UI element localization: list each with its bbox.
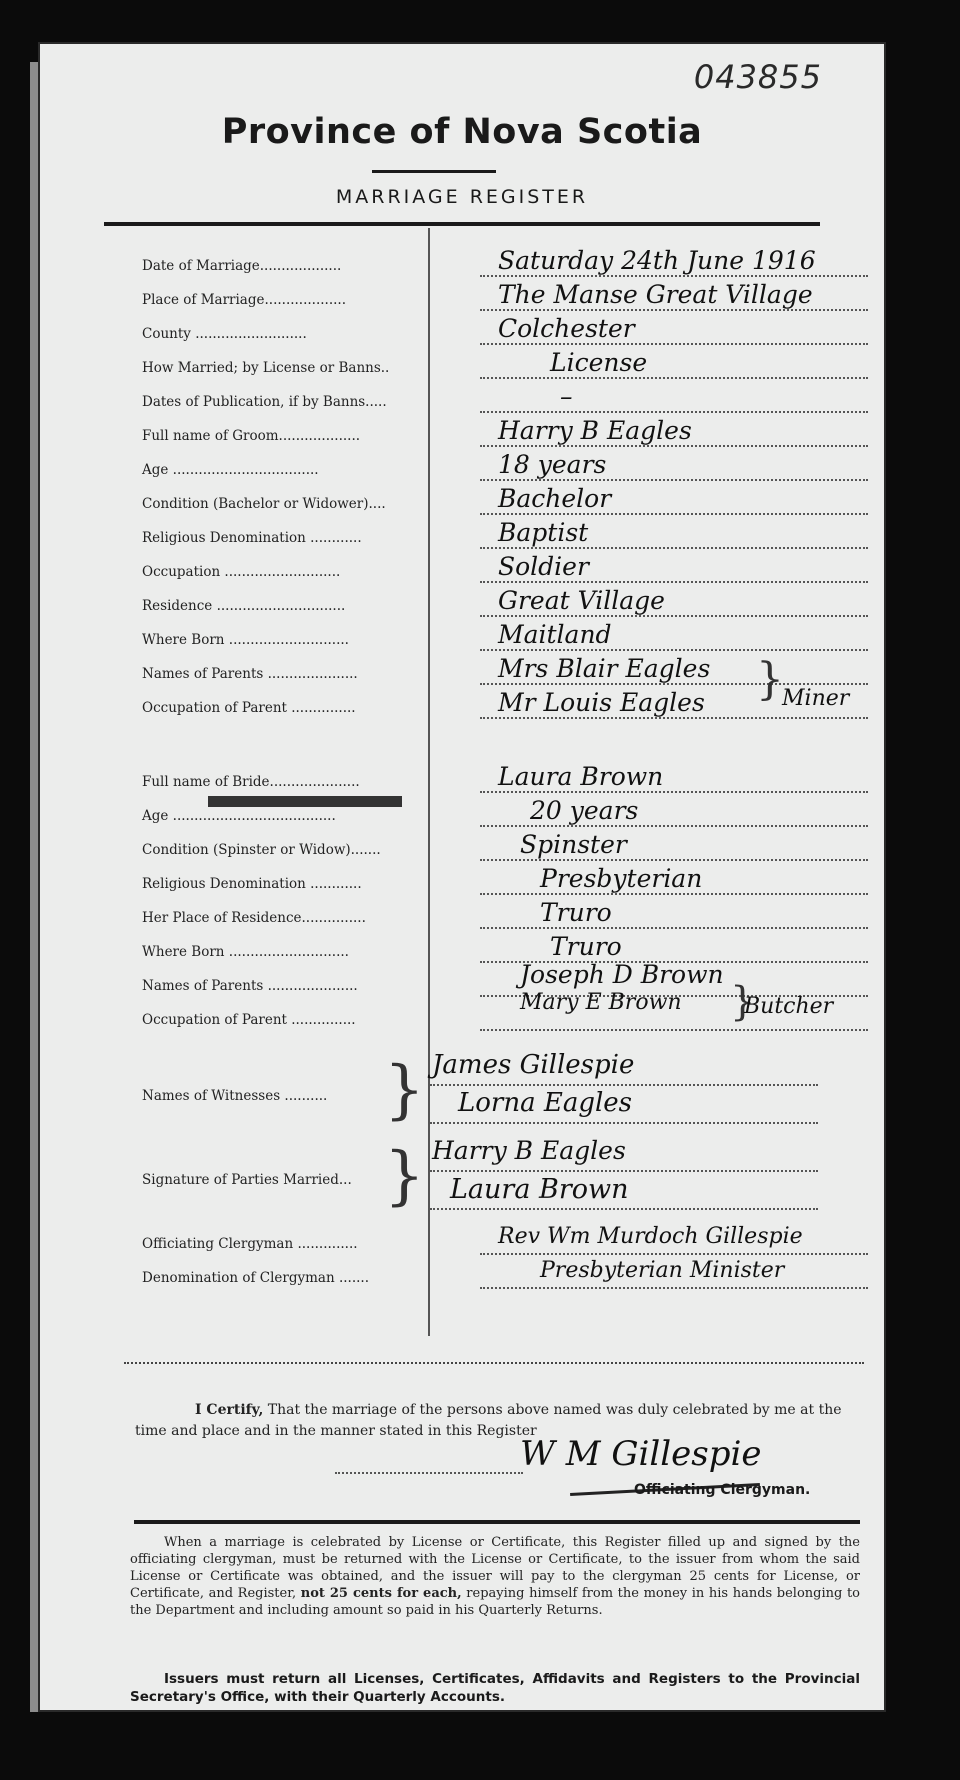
field-value: Great Village — [498, 586, 665, 615]
field-value: Joseph D Brown — [520, 960, 724, 989]
row-bride-birthplace — [90, 932, 840, 966]
row-groom-parent-occupation — [90, 688, 840, 722]
field-value: 18 years — [498, 450, 607, 479]
signature-bride: Laura Brown — [450, 1174, 629, 1205]
field-value: Presbyterian Minister — [540, 1258, 785, 1283]
register-form — [40, 44, 884, 1710]
page-subtitle: MARRIAGE REGISTER — [335, 186, 589, 208]
bride-parent-note: Butcher — [744, 994, 834, 1019]
certify-body: That the marriage of the persons above named was duly celebrated by me at the time and place and in the manner stated in this Register — [135, 1402, 842, 1439]
row-bride-religion — [90, 864, 840, 898]
page-title: Province of Nova Scotia — [221, 112, 703, 152]
field-label: Age .................................. — [142, 462, 319, 478]
field-value: 20 years — [530, 796, 639, 825]
row-bride-age — [90, 796, 840, 830]
groom-parent-brace: } — [756, 654, 784, 705]
row-how-married — [90, 348, 840, 382]
field-value: – — [560, 382, 573, 411]
row-groom-name — [90, 416, 840, 450]
field-value: Truro — [550, 932, 622, 961]
field-label: Names of Parents ..................... — [142, 978, 358, 994]
officiant-caption: Officiating Clergyman. — [634, 1482, 811, 1498]
bride-parent-brace: } — [730, 979, 756, 1025]
field-label: Place of Marriage................... — [142, 292, 347, 308]
field-value: Mrs Blair Eagles — [498, 654, 711, 683]
field-label: Condition (Spinster or Widow)....... — [142, 842, 381, 858]
field-value: Soldier — [498, 552, 589, 581]
certify-lead: I Certify, — [195, 1402, 264, 1418]
row-groom-occupation — [90, 552, 840, 586]
witness-2: Lorna Eagles — [458, 1088, 633, 1118]
field-value: Maitland — [498, 620, 612, 649]
field-label: Occupation of Parent ............... — [142, 700, 356, 716]
officiant-signature: W M Gillespie — [520, 1434, 762, 1474]
field-value: The Manse Great Village — [498, 280, 813, 309]
field-label: Names of Witnesses .......... — [142, 1088, 328, 1104]
row-bride-parents — [90, 960, 840, 1000]
row-clergy-denomination — [90, 1258, 840, 1292]
field-label: Officiating Clergyman .............. — [142, 1236, 358, 1252]
field-label: Where Born ............................ — [142, 632, 349, 648]
row-date-of-marriage — [90, 246, 840, 280]
row-bride-name — [90, 762, 840, 796]
field-label: Occupation ........................... — [142, 564, 341, 580]
field-label: Residence .............................. — [142, 598, 346, 614]
row-groom-parents — [90, 654, 840, 688]
row-bride-residence — [90, 898, 840, 932]
field-label: Names of Parents ..................... — [142, 666, 358, 682]
signature-groom: Harry B Eagles — [432, 1136, 626, 1165]
groom-parent-note: Miner — [782, 686, 850, 711]
row-groom-condition — [90, 484, 840, 518]
field-value: Presbyterian — [540, 864, 703, 893]
row-bride-condition — [90, 830, 840, 864]
row-officiating-clergyman — [90, 1224, 840, 1258]
row-groom-residence — [90, 586, 840, 620]
row-county — [90, 314, 840, 348]
field-label: How Married; by License or Banns.. — [142, 360, 390, 376]
field-value: Laura Brown — [498, 762, 664, 791]
signature-dots — [335, 1472, 523, 1474]
field-label: Full name of Groom................... — [142, 428, 361, 444]
row-groom-religion — [90, 518, 840, 552]
footer-rule — [134, 1520, 860, 1524]
header-rule — [104, 222, 820, 226]
field-label: Occupation of Parent ............... — [142, 1012, 356, 1028]
field-label: Religious Denomination ............ — [142, 530, 362, 546]
row-groom-age — [90, 450, 840, 484]
field-label: Signature of Parties Married... — [142, 1172, 352, 1188]
field-label: Dates of Publication, if by Banns..... — [142, 394, 387, 410]
field-value: Rev Wm Murdoch Gillespie — [498, 1224, 803, 1249]
field-label: Denomination of Clergyman ....... — [142, 1270, 370, 1286]
field-value: Bachelor — [498, 484, 612, 513]
field-value: Mary E Brown — [520, 990, 682, 1015]
issuers-notice: Issuers must return all Licenses, Certificates, Affidavits and Registers to the Provincial Secretary's Office, with their Quarterly Accounts. — [130, 1671, 860, 1705]
row-place-of-marriage — [90, 280, 840, 314]
witnesses-brace: } — [384, 1053, 425, 1127]
row-dates-of-publication — [90, 382, 840, 416]
footnote-emphasis: not 25 cents for each, — [300, 1586, 462, 1601]
field-label: Religious Denomination ............ — [142, 876, 362, 892]
field-label: Age ...................................... — [142, 808, 336, 824]
field-value: Saturday 24th June 1916 — [498, 246, 816, 275]
witness-1: James Gillespie — [432, 1050, 635, 1080]
title-rule — [372, 170, 496, 173]
field-label: Full name of Bride..................... — [142, 774, 360, 790]
certificate-rule — [124, 1362, 864, 1364]
stamp-number: 043855 — [693, 58, 822, 96]
row-groom-birthplace — [90, 620, 840, 654]
field-value: Mr Louis Eagles — [498, 688, 705, 717]
field-value: License — [550, 348, 648, 377]
signatures-brace: } — [384, 1139, 425, 1213]
field-value: Harry B Eagles — [498, 416, 692, 445]
footnote: When a marriage is celebrated by License or Certificate, this Register filled up and signed by the officiating clergyman, must be returned with the License or Certificate, to the issuer from whom the said License or Certificate was obtained, and the issuer will pay to the clergyman 25 cents for License, or Certificate, and Register, not 25 cents for each, repaying himself from the money in his hands belonging to the Department and including amount so paid in his Quarterly Returns. — [130, 1535, 861, 1618]
field-label: Her Place of Residence............... — [142, 910, 366, 926]
field-value: Baptist — [498, 518, 589, 547]
field-value: Colchester — [498, 314, 635, 343]
row-bride-parent-occupation — [90, 990, 840, 1034]
field-label: Date of Marriage................... — [142, 258, 342, 274]
field-value: Spinster — [520, 830, 627, 859]
field-label: Condition (Bachelor or Widower).... — [142, 496, 386, 512]
field-value: Truro — [540, 898, 612, 927]
field-label: Where Born ............................ — [142, 944, 349, 960]
field-label: County .......................... — [142, 326, 307, 342]
